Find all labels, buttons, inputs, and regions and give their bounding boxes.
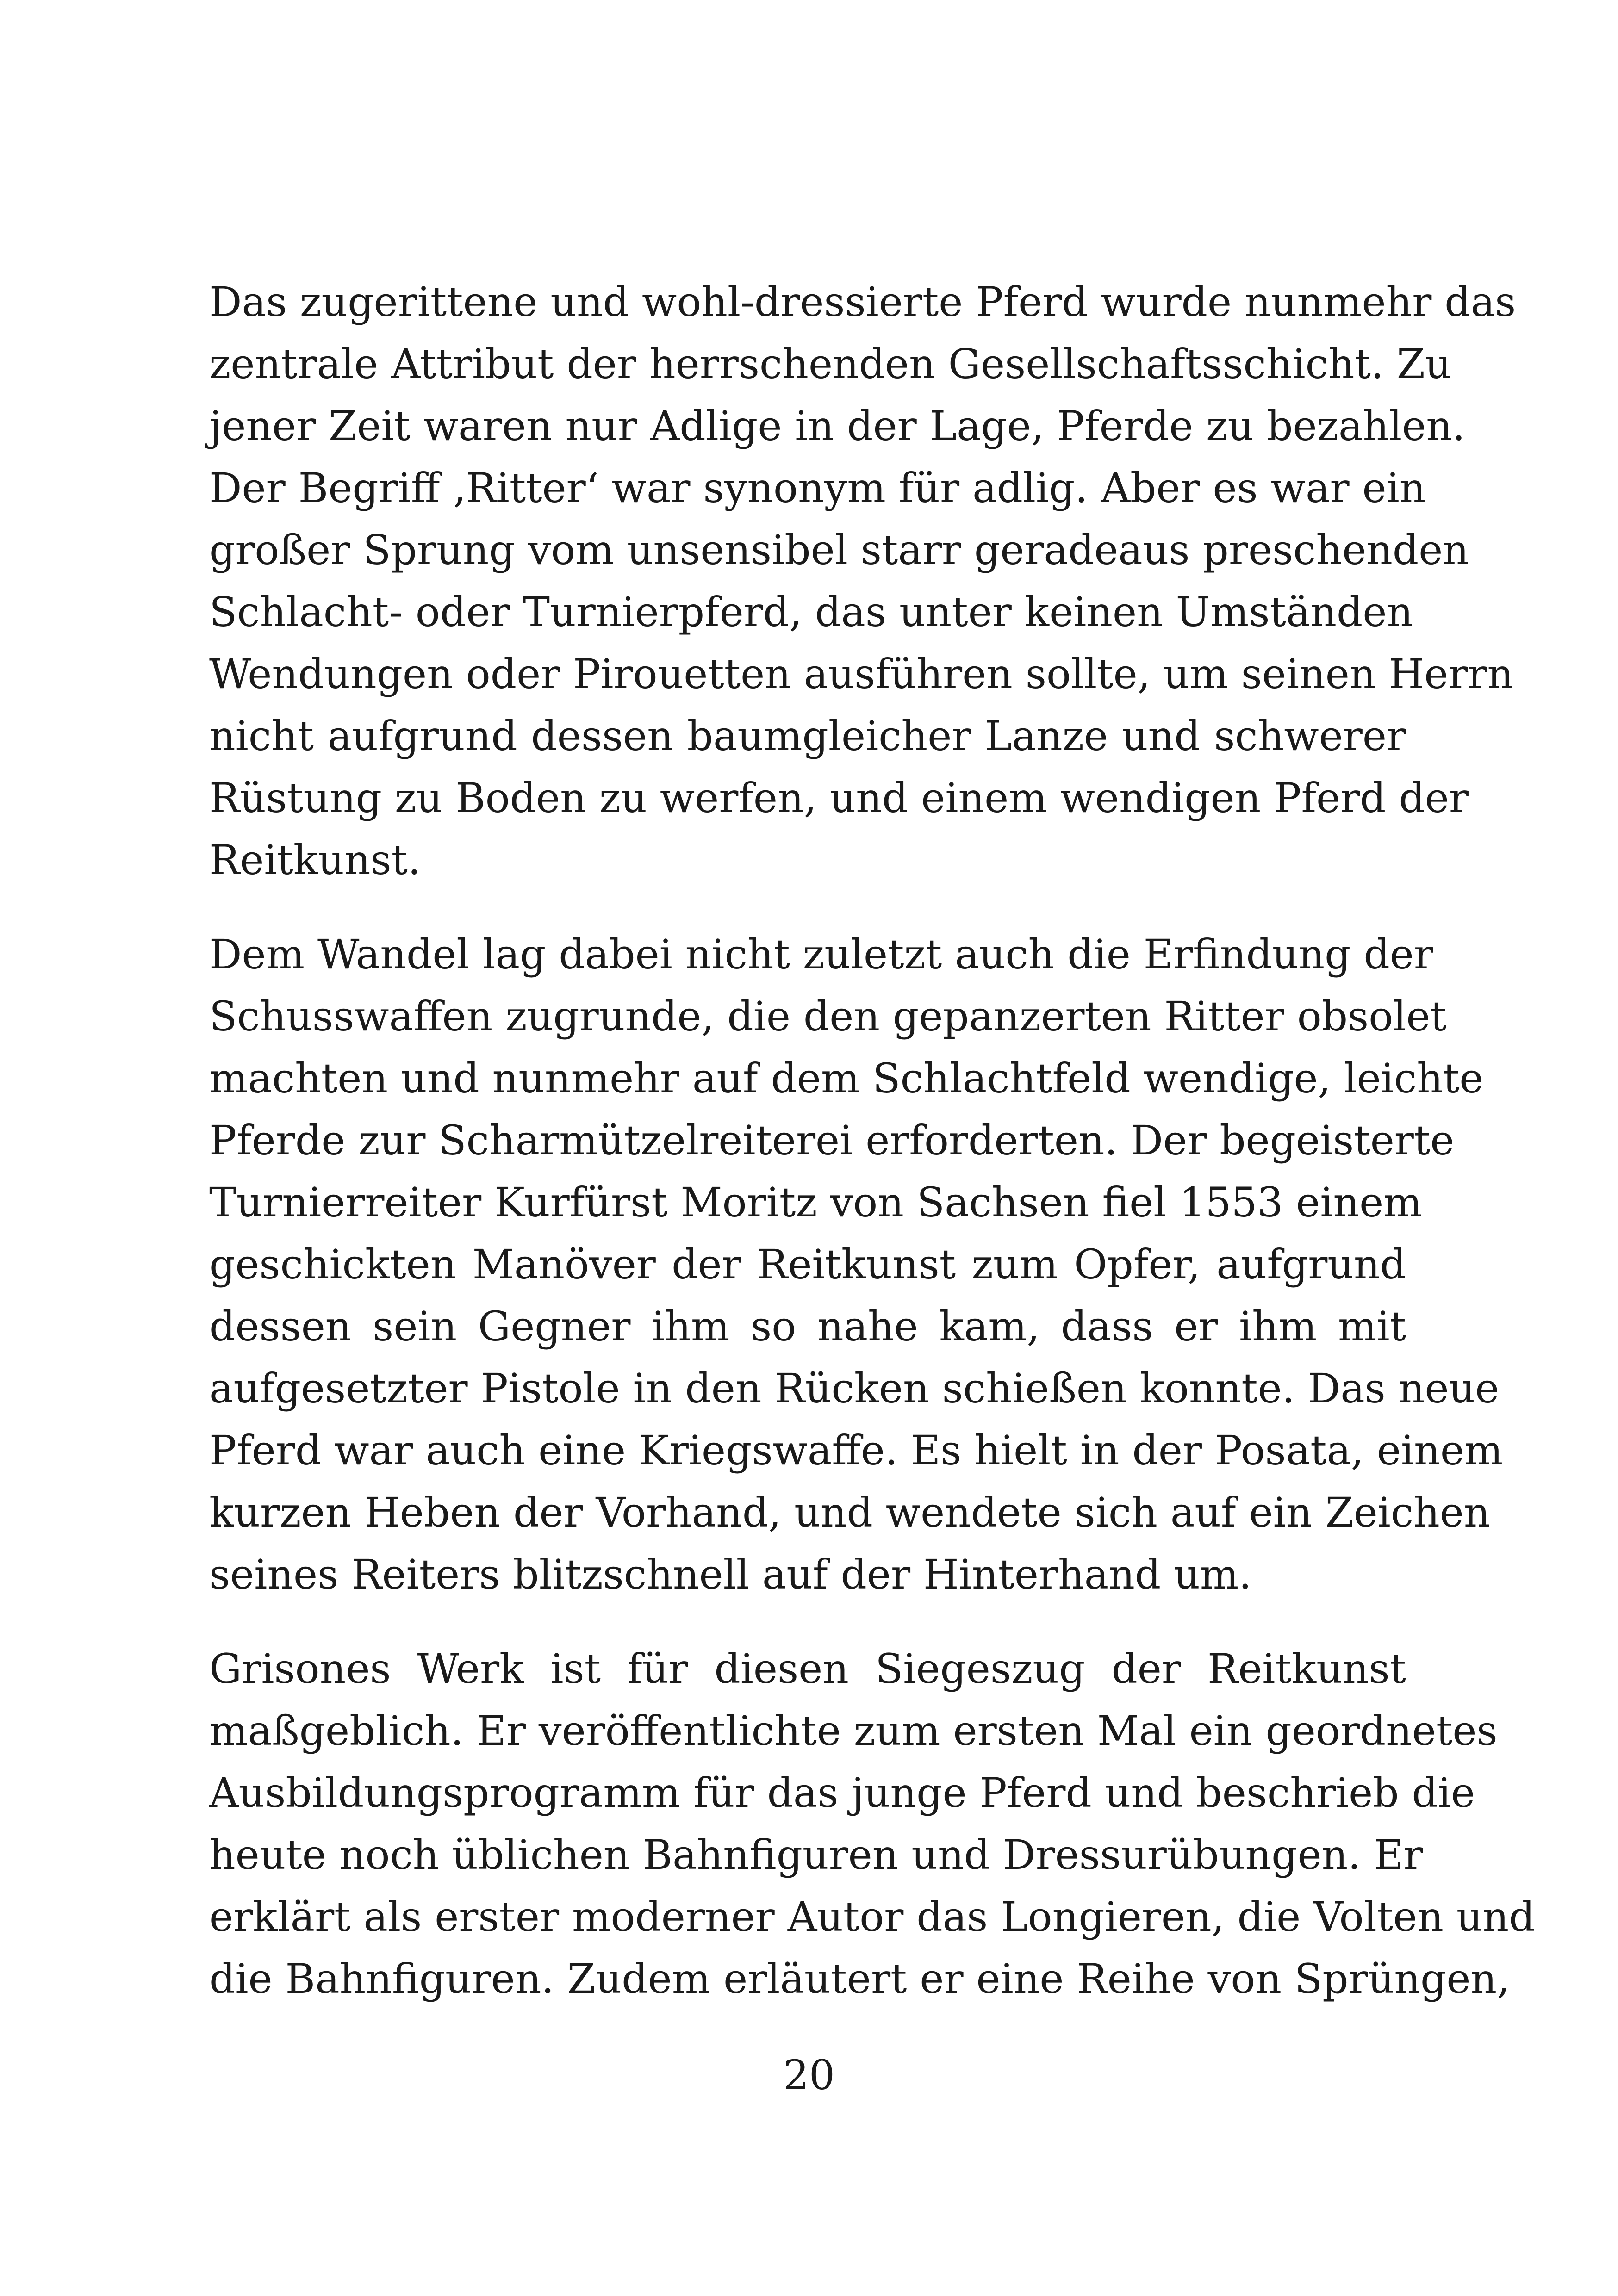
- text-line: dessen sein Gegner ihm so nahe kam, dass er ihm mit: [209, 1303, 1406, 1350]
- text-line: Grisones Werk ist für diesen Siegeszug der Reitkunst: [209, 1645, 1406, 1693]
- text-line: Pferde zur Scharmützelreiterei erforderten. Der begeisterte: [209, 1117, 1455, 1164]
- text-line: Rüstung zu Boden zu werfen, und einem wendigen Pferd der: [209, 774, 1469, 822]
- text-line: machten und nunmehr auf dem Schlachtfeld wendige, leichte: [209, 1055, 1484, 1102]
- text-line: Reitkunst.: [209, 836, 421, 884]
- text-line: erklärt als erster moderner Autor das Longieren, die Volten und: [209, 1893, 1535, 1941]
- text-line: die Bahnfiguren. Zudem erläutert er eine Reihe von Sprüngen,: [209, 1955, 1510, 2003]
- text-line: heute noch üblichen Bahnfiguren und Dressurübungen. Er: [209, 1831, 1423, 1879]
- text-line: geschickten Manöver der Reitkunst zum Opfer, aufgrund: [209, 1241, 1406, 1288]
- text-line: kurzen Heben der Vorhand, und wendete sich auf ein Zeichen: [209, 1489, 1490, 1536]
- text-line: zentrale Attribut der herrschenden Gesellschaftsschicht. Zu: [209, 340, 1451, 388]
- text-line: Schlacht- oder Turnierpferd, das unter keinen Umständen: [209, 588, 1413, 636]
- text-line: Der Begriff ‚Ritter‘ war synonym für adlig. Aber es war ein: [209, 464, 1426, 512]
- page-number: 20: [783, 2051, 835, 2099]
- paragraph-1: [209, 271, 1516, 891]
- text-line: nicht aufgrund dessen baumgleicher Lanze und schwerer: [209, 712, 1406, 760]
- text-line: seines Reiters blitzschnell auf der Hinterhand um.: [209, 1551, 1252, 1598]
- text-line: Turnierreiter Kurfürst Moritz von Sachsen fiel 1553 einem: [209, 1179, 1422, 1226]
- text-line: maßgeblich. Er veröffentlichte zum ersten Mal ein geordnetes: [209, 1707, 1498, 1755]
- body-text: [209, 271, 1535, 2042]
- paragraph-2: [209, 924, 1503, 1606]
- text-line: Pferd war auch eine Kriegswaffe. Es hielt in der Posata, einem: [209, 1427, 1503, 1474]
- text-line: aufgesetzter Pistole in den Rücken schießen konnte. Das neue: [209, 1365, 1500, 1412]
- text-line: großer Sprung vom unsensibel starr geradeaus preschenden: [209, 526, 1469, 574]
- text-line: Schusswaffen zugrunde, die den gepanzerten Ritter obsolet: [209, 993, 1447, 1040]
- text-line: Das zugerittene und wohl-dressierte Pferd wurde nunmehr das: [209, 278, 1516, 326]
- paragraph-3: [209, 1638, 1535, 2010]
- text-line: Dem Wandel lag dabei nicht zuletzt auch die Erfindung der: [209, 931, 1433, 978]
- text-line: Wendungen oder Pirouetten ausführen sollte, um seinen Herrn: [209, 650, 1514, 698]
- text-line: jener Zeit waren nur Adlige in der Lage, Pferde zu bezahlen.: [209, 402, 1465, 450]
- text-line: Ausbildungsprogramm für das junge Pferd und beschrieb die: [209, 1769, 1475, 1817]
